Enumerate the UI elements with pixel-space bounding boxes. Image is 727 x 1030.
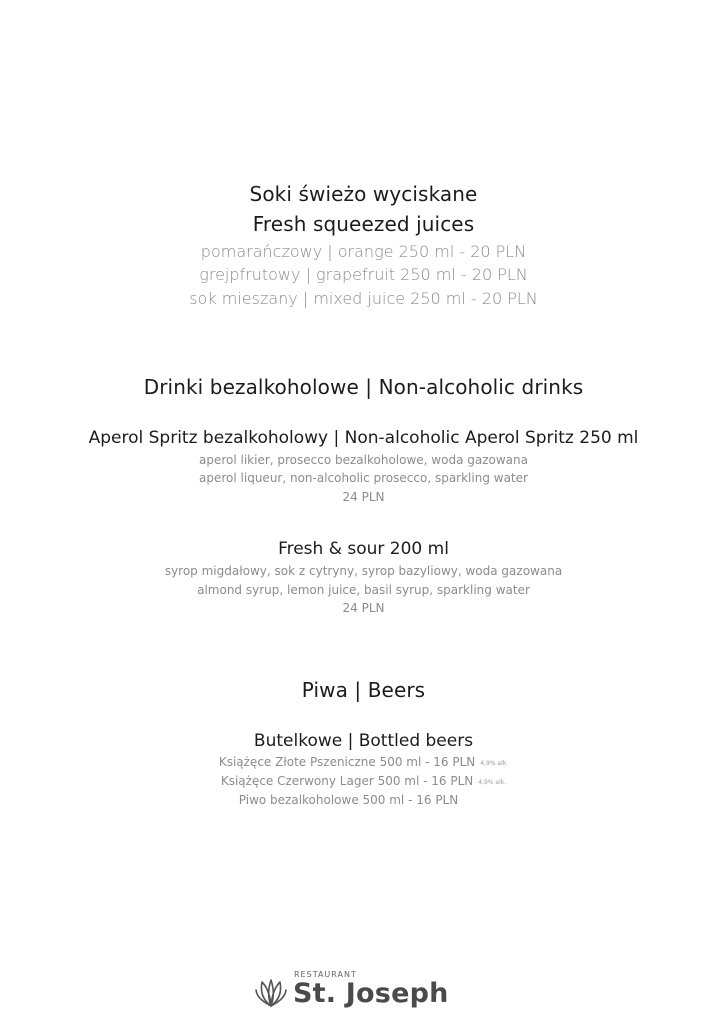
beers-subtitle: Butelkowe | Bottled beers (253, 731, 474, 751)
drink-price-fresh-sour: 24 PLN (342, 601, 385, 615)
juices-title-pl: Soki świeżo wyciskane (249, 182, 478, 206)
drink-name-aperol: Aperol Spritz bezalkoholowy | Non-alcoholic Aperol Spritz 250 ml (88, 428, 639, 448)
drink-desc-pl-fresh-sour: syrop migdałowy, sok z cytryny, syrop bazyliowy, woda gazowana (164, 564, 563, 578)
juices-title-en: Fresh squeezed juices (252, 212, 475, 236)
non-alcoholic-title: Drinki bezalkoholowe | Non-alcoholic drinks (143, 375, 584, 399)
drink-desc-pl-aperol: aperol likier, prosecco bezalkoholowe, woda gazowana (198, 453, 528, 467)
beer-item (0, 774, 727, 788)
drink-name-fresh-sour: Fresh & sour 200 ml (278, 539, 449, 559)
leaf-logo-icon (254, 976, 288, 1010)
beers-title: Piwa | Beers (301, 678, 426, 702)
beer-alk: 4,9% alk. (478, 779, 507, 786)
drink-price-aperol: 24 PLN (342, 490, 385, 504)
beer-item (0, 793, 712, 807)
beer-name: Książęce Złote Pszeniczne 500 ml - 16 PLN (218, 755, 476, 769)
beer-item (0, 755, 727, 769)
juice-item-mixed: sok mieszany | mixed juice 250 ml - 20 PLN (189, 289, 538, 308)
logo-subtitle: RESTAURANT (294, 970, 357, 979)
logo-name: St. Joseph (293, 978, 449, 1009)
juice-item-orange: pomarańczowy | orange 250 ml - 20 PLN (200, 242, 527, 261)
beer-name: Piwo bezalkoholowe 500 ml - 16 PLN (238, 793, 459, 807)
drink-desc-en-fresh-sour: almond syrup, lemon juice, basil syrup, sparkling water (197, 583, 530, 597)
drink-desc-en-aperol: aperol liqueur, non-alcoholic prosecco, sparkling water (199, 471, 528, 485)
beer-name: Książęce Czerwony Lager 500 ml - 16 PLN (220, 774, 474, 788)
beer-alk: 4,9% alk. (480, 760, 509, 767)
restaurant-logo (254, 970, 454, 1014)
juice-item-grapefruit: grejpfrutowy | grapefruit 250 ml - 20 PLN (199, 265, 528, 284)
